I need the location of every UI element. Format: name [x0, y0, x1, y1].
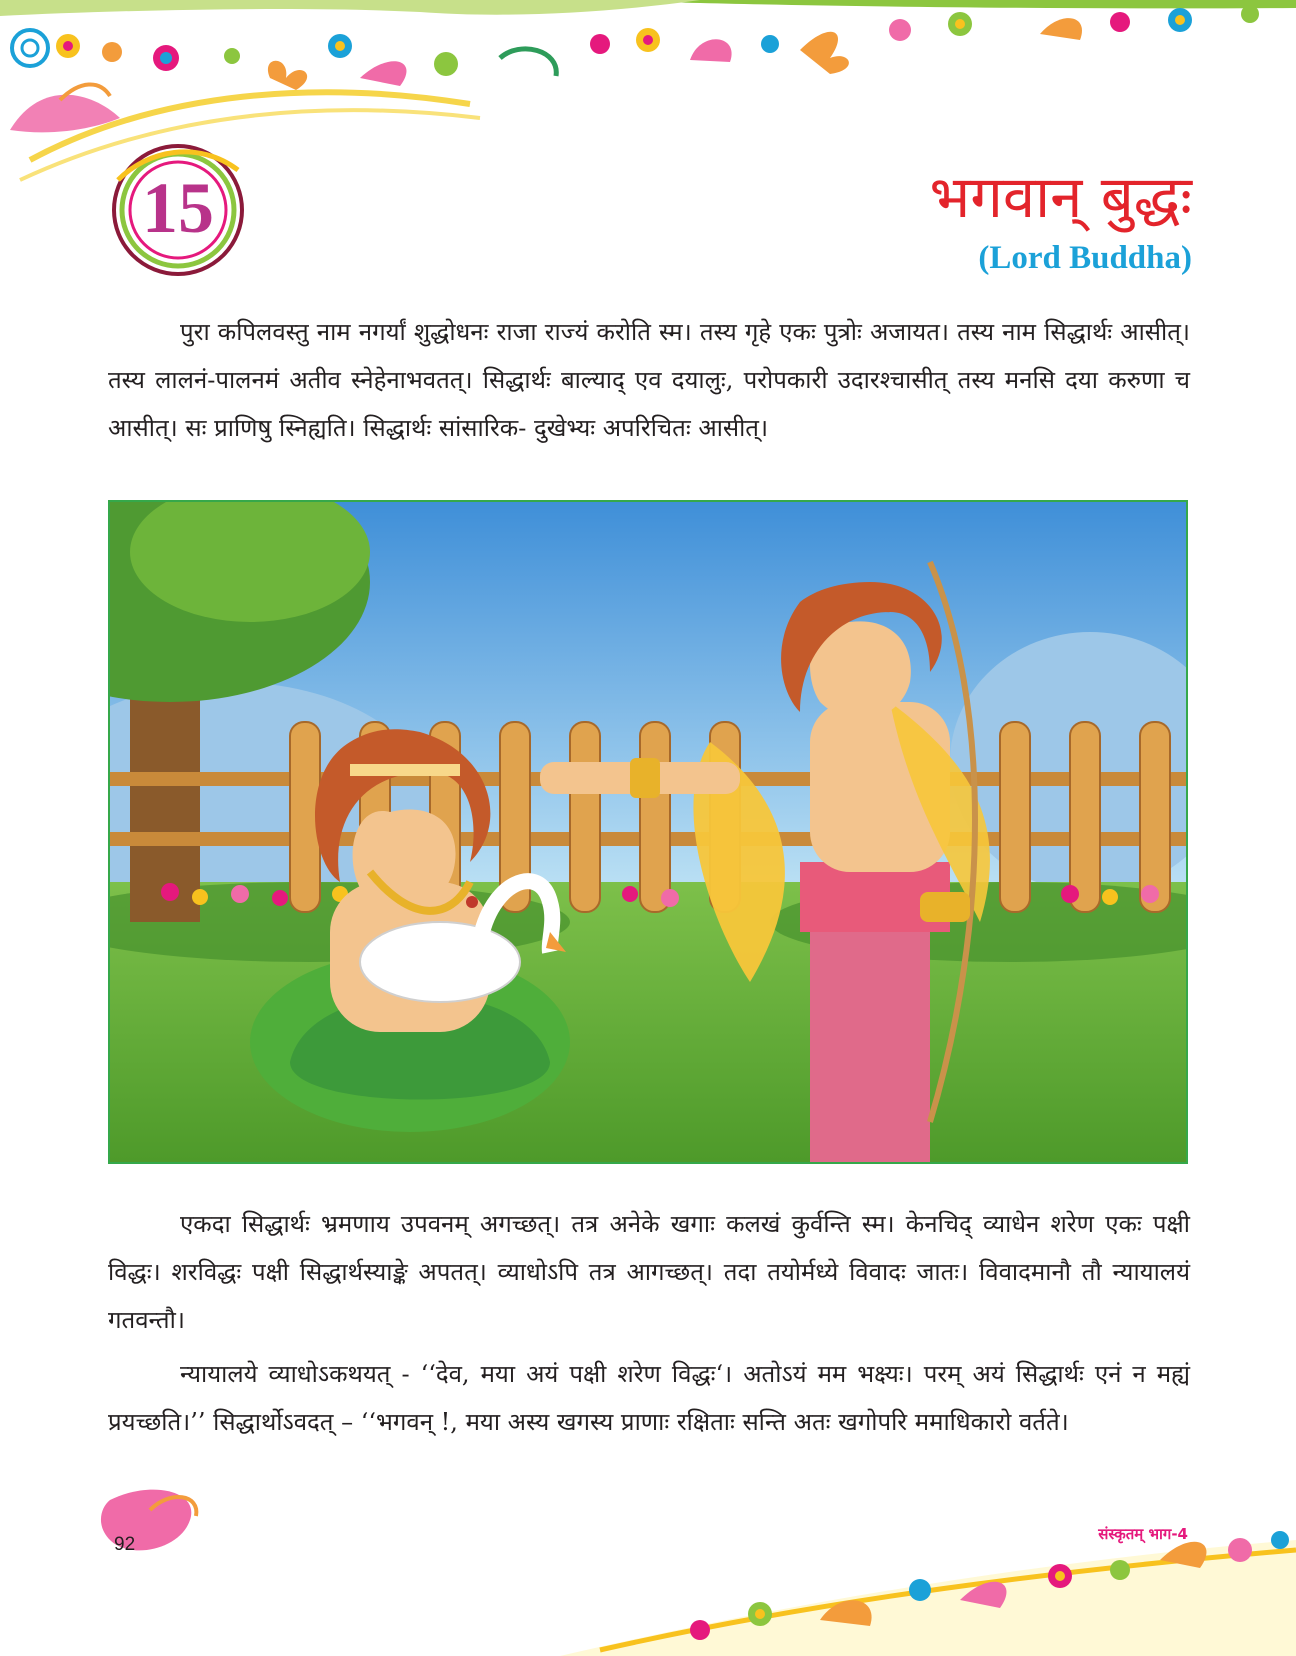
- chapter-number: 15: [142, 168, 214, 248]
- paragraph-2: एकदा सिद्धार्थः भ्रमणाय उपवनम् अगच्छत्। तत्र अनेके खगाः कलखं कुर्वन्ति स्म। केनचिद् व्याधेन शरेण एकः पक्षी विद्धः। शरविद्धः पक्षी सिद्धार्थस्याङ्के अपतत्। व्याधोऽपि तत्र आगच्छत्। तदा तयोर्मध्ये विवादः जातः। विवादमानौ तौ न्यायालयं गतवन्तौ।: [108, 1210, 1190, 1334]
- bottom-floral-border: [0, 1480, 1296, 1656]
- book-title: संस्कृतम् भाग-4: [1098, 1525, 1188, 1543]
- chapter-title-english: (Lord Buddha): [978, 240, 1192, 276]
- chapter-title-sanskrit: भगवान् बुद्धः: [929, 163, 1192, 231]
- paragraph-3: न्यायालये व्याधोऽकथयत् - ‘‘देव, मया अयं पक्षी शरेण विद्धः‘। अतोऽयं मम भक्ष्यः। परम् अयं सिद्धार्थः एनं न मह्यं प्रयच्छति।’’ सिद्धार्थोऽवदत् – ‘‘भगवन् !, मया अस्य खगस्य प्राणाः रक्षिताः सन्ति अतः खगोपरि ममाधिकारो वर्तते।: [108, 1360, 1190, 1436]
- page-number: 92: [114, 1534, 136, 1555]
- story-illustration: [108, 500, 1188, 1164]
- paragraph-1: पुरा कपिलवस्तु नाम नगर्यां शुद्धोधनः राजा राज्यं करोति स्म। तस्य गृहे एकः पुत्रोः अजायत। तस्य नाम सिद्धार्थः आसीत्। तस्य लालनं-पालनमं अतीव स्नेहेनाभवतत्। सिद्धार्थः बाल्याद् एव दयालुः, परोपकारी उदारश्चासीत् तस्य मनसि दया करुणा च आसीत्। सः प्राणिषु स्निह्यति। सिद्धार्थः सांसारिक- दुखेभ्यः अपरिचितः आसीत्।: [108, 318, 1190, 442]
